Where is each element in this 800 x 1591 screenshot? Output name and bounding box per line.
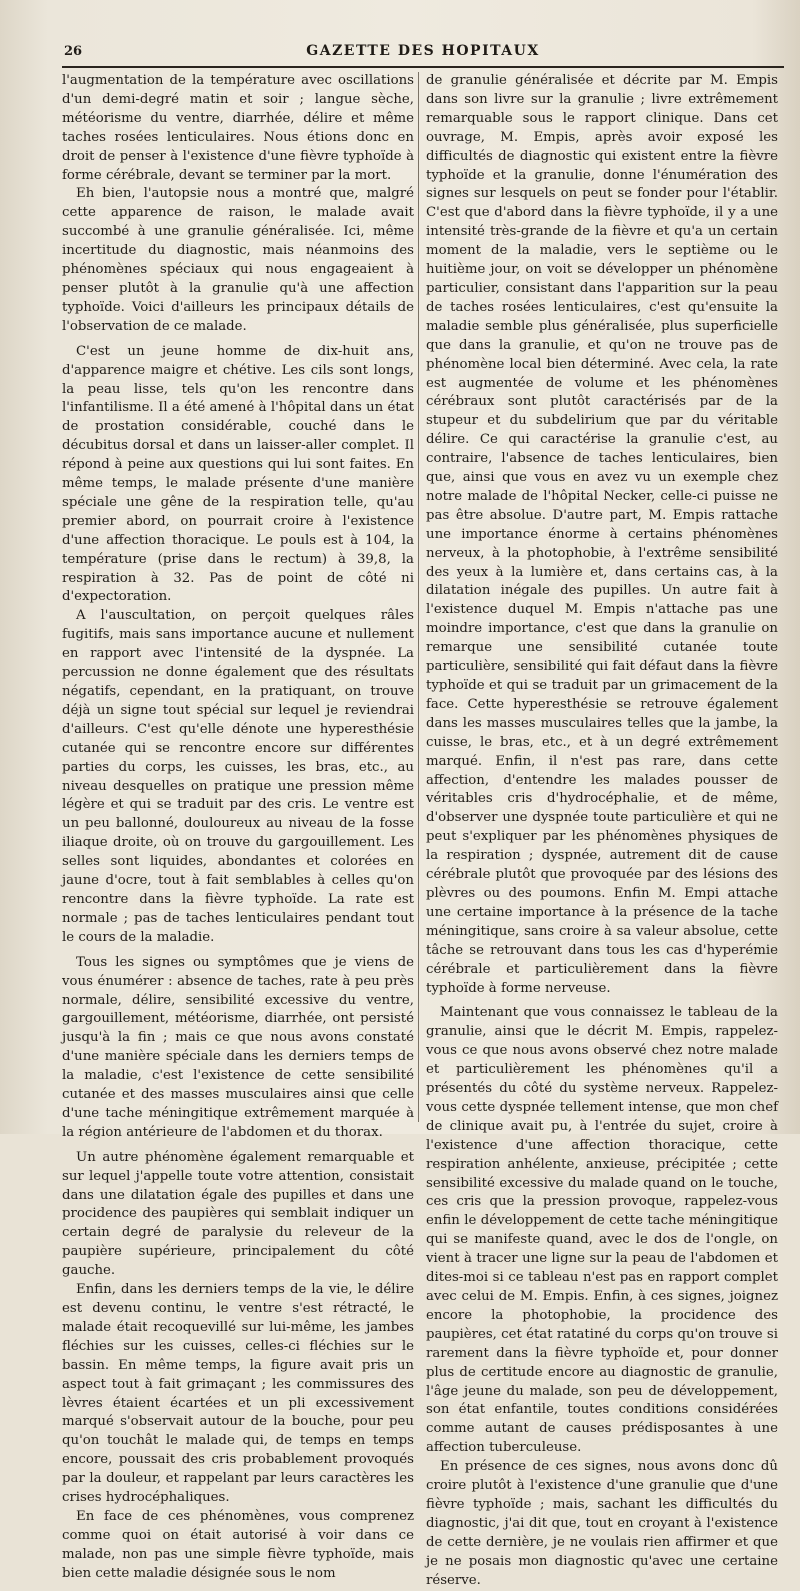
paragraph: Eh bien, l'autopsie nous a montré que, malgré cette apparence de raison, le malade avait succombé à une granulie généralisée. Ici, même incertitude du diagnostic, mais néanmoins des phénomènes spéciaux qui nous engageaient à penser plutôt à la granulie qu'à une affection typhoïde. Voici d'ailleurs les principaux détails de l'observation de ce malade. xyxy=(62,186,414,334)
page-header xyxy=(62,38,784,68)
publication-title: GAZETTE DES HOPITAUX xyxy=(306,43,540,59)
right-column xyxy=(426,72,778,1591)
paragraph: l'augmentation de la température avec oscillations d'un demi-degré matin et soir ; langue sèche, météorisme du ventre, diarrhée, délire et même taches rosées lenticulaires. Nous étions donc en droit de penser à l'existence d'une fièvre typhoïde à forme cérébrale, devant se terminer par la mort. xyxy=(62,73,414,183)
paragraph: En présence de ces signes, nous avons donc dû croire plutôt à l'existence d'une granulie que d'une fièvre typhoïde ; mais, sachant les difficultés du diagnostic, j'ai dit que, tout en croyant à l'existence de cette dernière, je ne voulais rien affirmer et que je ne posais mon diagnostic qu'avec une certaine réserve. xyxy=(426,1459,778,1588)
left-column xyxy=(62,72,414,1584)
paragraph: Un autre phénomène également remarquable et sur lequel j'appelle toute votre attention, consistait dans une dilatation égale des pupilles et dans une procidence des paupières qui semblait indiquer un certain degré de paralysie du releveur de la paupière supérieure, principalement du côté gauche. xyxy=(62,1149,414,1279)
paragraph: C'est un jeune homme de dix-huit ans, d'apparence maigre et chétive. Les cils sont longs, la peau lisse, tels qu'on les rencontre dans l'infantilisme. Il a été amené à l'hôpital dans un état de prostation considérable, couché dans le décubitus dorsal et dans un laisser-aller complet. Il répond à peine aux questions qui lui sont faites. En même temps, le malade présente d'une manière spéciale une gêne de la respiration telle, qu'au premier abord, on pourrait croire à l'existence d'une affection thoracique. Le pouls est à 104, la température (prise dans le rectum) à 39,8, la respiration à 32. Pas de point de côté ni d'expectoration. xyxy=(62,343,414,605)
paragraph: Maintenant que vous connaissez le tableau de la granulie, ainsi que le décrit M. Empis, rappelez-vous ce que nous avons observé chez notre malade et particulièrement les phénomènes qu'il a présentés du côté du système nerveux. Rappelez-vous cette dyspnée tellement intense, que mon chef de clinique avait pu, à l'entrée du sujet, croire à l'existence d'une affection thoracique, cette respiration anhélente, anxieuse, précipitée ; cette sensibilité excessive du malade quand on le touche, ces cris que la pression provoque, rappelez-vous enfin le développement de cette tache méningitique qui se manifeste quand, avec le dos de l'ongle, on vient à tracer une ligne sur la peau de l'abdomen et dites-moi si ce tableau n'est pas en rapport complet avec celui de M. Empis. Enfin, à ces signes, joignez encore la photophobie, la procidence des paupières, cet état ratatiné du corps qu'on trouve si rarement dans la fièvre typhoïde et, pour donner plus de certitude encore au diagnostic de granulie, l'âge jeune du malade, son peu de développement, son état enfantile, toutes conditions considérées comme autant de causes prédisposantes à une affection tuberculeuse. xyxy=(426,1005,778,1456)
paragraph: A l'auscultation, on perçoit quelques râles fugitifs, mais sans importance aucune et nullement en rapport avec l'intensité de la dyspnée. La percussion ne donne également que des résultats négatifs, cependant, en la pratiquant, on trouve déjà un signe tout spécial sur lequel je reviendrai d'ailleurs. C'est qu'elle dénote une hyperesthésie cutanée qui se rencontre encore sur différentes parties du corps, les cuisses, les bras, etc., au niveau desquelles on pratique une pression même légère et qui se traduit par des cris. Le ventre est un peu ballonné, douloureux au niveau de la fosse iliaque droite, où on trouve du gargouillement. Les selles sont liquides, abondantes et colorées en jaune d'ocre, tout à fait semblables à celles qu'on rencontre dans la fièvre typhoïde. La rate est normale ; pas de taches lenticulaires pendant tout le cours de la maladie. xyxy=(62,608,414,945)
paragraph: Enfin, dans les derniers temps de la vie, le délire est devenu continu, le ventre s'est rétracté, le malade était recoquevillé sur lui-même, les jambes fléchies sur les cuisses, celles-ci fléchies sur le bassin. En même temps, la figure avait pris un aspect tout à fait grimaçant ; les commissures des lèvres étaient écartées et un pli excessivement marqué s'observait autour de la bouche, pour peu qu'on touchât le malade qui, de temps en temps encore, poussait des cris probablement provoqués par la douleur, et rappelant par leurs caractères les crises hydrocéphaliques. xyxy=(62,1282,414,1506)
column-divider xyxy=(418,72,419,1122)
paragraph: En face de ces phénomènes, vous comprenez comme quoi on était autorisé à voir dans ce malade, non pas une simple fièvre typhoïde, mais bien cette maladie désignée sous le nom xyxy=(62,1508,414,1581)
paragraph: Tous les signes ou symptômes que je viens de vous énumérer : absence de taches, rate à peu près normale, délire, sensibilité excessive du ventre, gargouillement, météorisme, diarrhée, ont persisté jusqu'à la fin ; mais ce que nous avons constaté d'une manière spéciale dans les derniers temps de la maladie, c'est l'existence de cette sensibilité cutanée et des masses musculaires ainsi que celle d'une tache méningitique extrêmement marquée à la région antérieure de l'abdomen et du thorax. xyxy=(62,954,414,1140)
paragraph: de granulie généralisée et décrite par M. Empis dans son livre sur la granulie ; livre extrêmement remarquable sous le rapport clinique. Dans cet ouvrage, M. Empis, après avoir exposé les difficultés de diagnostic qui existent entre la fièvre typhoïde et la granulie, donne l'énumération des signes sur lesquels on peut se fonder pour l'établir. C'est que d'abord dans la fièvre typhoïde, il y a une intensité très-grande de la fièvre et qu'a un certain moment de la maladie, vers le septième ou le huitième jour, on voit se développer un phénomène particulier, consistant dans l'apparition sur la peau de taches rosées lenticulaires, c'est qu'ensuite la maladie semble plus généralisée, plus superficielle que dans la granulie, et qu'on ne trouve pas de phénomène local bien déterminé. Avec cela, la rate est augmentée de volume et les phénomènes cérébraux sont plutôt caractérisés par de la stupeur et du subdelirium que par du véritable délire. Ce qui caractérise la granulie c'est, au contraire, l'absence de taches lenticulaires, bien que, ainsi que vous en avez vu un exemple chez notre malade de l'hôpital Necker, celle-ci puisse ne pas être absolue. D'autre part, M. Empis rattache une importance énorme à certains phénomènes nerveux, à la photophobie, à l'extrême sensibilité des yeux à la lumière et, dans certains cas, à la dilatation inégale des pupilles. Un autre fait à l'existence duquel M. Empis n'attache pas une moindre importance, c'est que dans la granulie on remarque une sensibilité cutanée toute particulière, sensibilité qui fait défaut dans la fièvre typhoïde et qui se traduit par un grimacement de la face. Cette hyperesthésie se retrouve également dans les masses musculaires telles que la jambe, la cuisse, le bras, etc., et à un degré extrêmement marqué. Enfin, il n'est pas rare, dans cette affection, d'entendre les malades pousser de véritables cris d'hydrocéphalie, et de même, d'observer une dyspnée toute particulière et qui ne peut s'expliquer par les phénomènes physiques de la respiration ; dyspnée, autrement dit de cause cérébrale plutôt que provoquée par des lésions des plèvres ou des poumons. Enfin M. Empi attache une certaine importance à la présence de la tache méningitique, sans croire à sa valeur absolue, cette tâche se retrouvant dans tous les cas d'hyperémie cérébrale et particulièrement dans la fièvre typhoïde à forme nerveuse. xyxy=(426,73,778,996)
page-number: 26 xyxy=(64,44,83,59)
